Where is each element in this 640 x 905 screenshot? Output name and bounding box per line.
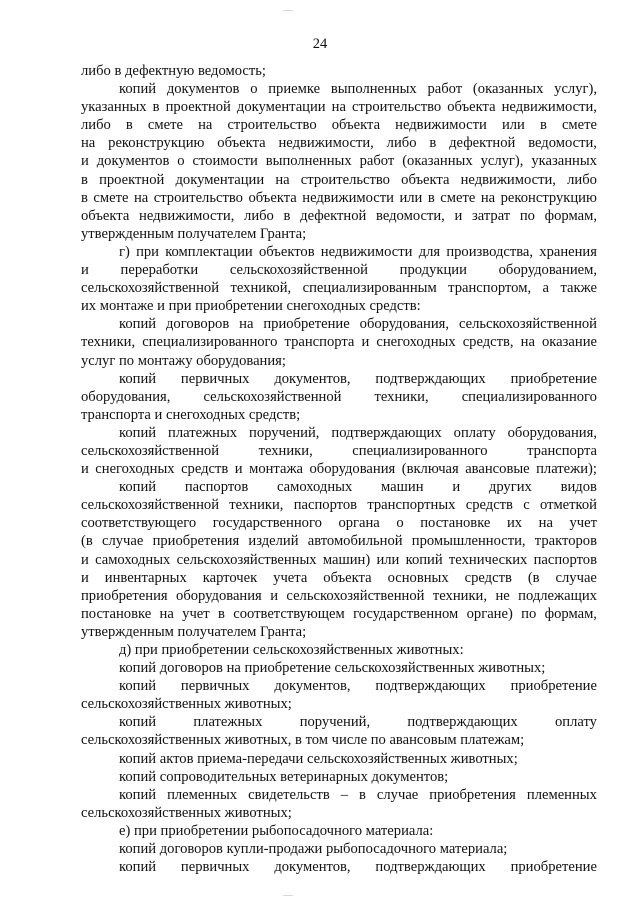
word: на xyxy=(81,135,96,152)
word: приобретение xyxy=(510,678,597,695)
word: оборудования xyxy=(309,461,396,478)
word: на xyxy=(159,605,174,622)
word: паспортов xyxy=(184,479,249,496)
word: оплату xyxy=(554,714,597,731)
word: г) xyxy=(119,243,130,260)
word: недвижимости xyxy=(395,117,487,134)
text-line: утвержденным получателем Гранта; xyxy=(81,623,307,640)
word: на xyxy=(275,171,290,188)
word: средств, xyxy=(462,334,514,351)
word: органе) xyxy=(466,605,513,622)
scan-mark-top xyxy=(283,10,293,11)
word: производства, xyxy=(446,243,534,260)
word: платежи); xyxy=(536,461,597,478)
word: изделий xyxy=(248,533,299,550)
word: оборудования, xyxy=(81,388,171,405)
text-line xyxy=(81,134,597,152)
word: в xyxy=(125,117,133,134)
word: органа xyxy=(338,515,380,532)
text-line xyxy=(81,279,597,297)
word: недвижимости, xyxy=(501,99,597,116)
word: объекта xyxy=(331,117,381,134)
word: либо xyxy=(567,171,597,188)
text-line: сельскохозяйственных животных; xyxy=(81,804,292,821)
text-line xyxy=(81,569,597,587)
word: по xyxy=(521,605,537,622)
word: постановке xyxy=(81,605,152,622)
text-line: д) при приобретении сельскохозяйственных животных: xyxy=(119,642,464,658)
word: ведомости, xyxy=(376,207,445,224)
word: объекта xyxy=(217,135,266,152)
word: копий xyxy=(405,551,443,568)
word: оборудования, xyxy=(359,316,450,333)
word: объекта xyxy=(447,99,496,116)
word: объекта xyxy=(323,569,372,586)
word: сельскохозяйственных xyxy=(176,551,317,568)
word: приобретения xyxy=(81,587,168,604)
word: отметкой xyxy=(539,497,597,514)
text-line xyxy=(81,315,597,333)
word: случае xyxy=(555,569,597,586)
word: их xyxy=(506,515,523,532)
word: строительство xyxy=(227,117,317,134)
word: о xyxy=(177,153,185,170)
word: на xyxy=(239,316,254,333)
word: подтверждающих xyxy=(375,370,486,387)
word: специализированным xyxy=(302,280,437,297)
scan-mark-bottom xyxy=(283,895,293,896)
text-line: услуг по монтажу оборудования; xyxy=(81,352,286,369)
word: приобретение xyxy=(263,316,350,333)
word: племенных xyxy=(167,786,238,803)
text-line xyxy=(81,478,597,496)
word: реконструкцию xyxy=(500,189,597,206)
word: сельскохозяйственной xyxy=(81,442,220,459)
word: комплектации xyxy=(165,243,253,260)
word: объекта xyxy=(248,189,297,206)
word: сельскохозяйственной xyxy=(458,316,597,333)
word: приемке xyxy=(268,81,321,98)
word: с xyxy=(523,497,530,514)
word: или xyxy=(376,551,400,568)
text-line: их монтаже и при приобретении снегоходных средств: xyxy=(81,298,421,315)
word: копий xyxy=(119,81,157,98)
word: копий xyxy=(119,479,157,496)
word: недвижимости xyxy=(302,189,394,206)
word: при xyxy=(136,243,159,260)
word: строительство xyxy=(300,171,390,188)
word: техники, xyxy=(258,442,313,459)
word: и xyxy=(270,587,278,604)
word: недвижимости, xyxy=(139,207,235,224)
word: строительство xyxy=(352,99,442,116)
word: карточек xyxy=(202,569,258,586)
word: машин xyxy=(381,479,424,496)
word: либо xyxy=(386,135,417,152)
word: сельскохозяйственной xyxy=(286,587,425,604)
text-line xyxy=(81,587,597,605)
word: на xyxy=(331,99,346,116)
word: документов, xyxy=(274,370,351,387)
text-line: сельскохозяйственных животных; xyxy=(81,696,292,713)
word: приобретение xyxy=(510,859,597,876)
word: видов xyxy=(560,479,597,496)
word: соответствующего xyxy=(81,515,197,532)
text-line xyxy=(81,152,597,170)
word: авансовые xyxy=(465,461,530,478)
word: техники, xyxy=(81,334,136,351)
word: приобретения xyxy=(152,533,240,550)
word: учет xyxy=(569,515,597,532)
word: самоходных xyxy=(277,479,353,496)
word: машин) xyxy=(322,551,371,568)
word: о xyxy=(396,515,404,532)
word: строительство xyxy=(153,189,243,206)
word: смете xyxy=(440,189,476,206)
word: и xyxy=(81,461,89,478)
word: а xyxy=(542,280,550,297)
word: снегоходных xyxy=(95,461,175,478)
word: затрат xyxy=(471,207,511,224)
text-line: копий договоров на приобретение сельскохозяйственных животных; xyxy=(119,660,546,677)
word: сельскохозяйственной xyxy=(203,388,342,405)
word: работ xyxy=(359,153,395,170)
word: переработки xyxy=(120,262,199,279)
word: племенных xyxy=(526,786,597,803)
document-body xyxy=(81,62,597,876)
word: техники, xyxy=(432,587,488,604)
word: техники, xyxy=(374,388,429,405)
word: первичных xyxy=(180,370,250,387)
word: специализированного xyxy=(461,388,597,405)
word: недвижимости xyxy=(320,243,413,260)
word: первичных xyxy=(180,678,250,695)
word: техникой, xyxy=(230,280,292,297)
text-line xyxy=(81,786,597,804)
word: в xyxy=(359,786,366,803)
word: в xyxy=(81,189,88,206)
word: либо xyxy=(244,207,274,224)
word: документов, xyxy=(274,859,351,876)
text-line xyxy=(81,171,597,189)
word: платежных xyxy=(168,424,238,441)
word: автомобильной xyxy=(307,533,403,550)
word: копий xyxy=(119,714,157,731)
word: приобретение xyxy=(510,370,597,387)
word: государственного xyxy=(212,515,322,532)
word: и xyxy=(234,461,243,478)
word: приобретения xyxy=(429,786,516,803)
word: свидетельств xyxy=(248,786,330,803)
word: (оказанных xyxy=(472,81,544,98)
word: объектов xyxy=(258,243,315,260)
word: указанных xyxy=(531,153,597,170)
word: соответствующем xyxy=(233,605,345,622)
word: продукции xyxy=(399,262,467,279)
text-line xyxy=(81,261,597,279)
text-line: сельскохозяйственных животных, в том числе по авансовым платежам; xyxy=(81,732,525,749)
word: транспортных xyxy=(367,497,456,514)
word: специализированного xyxy=(352,442,488,459)
word: хранения xyxy=(539,243,597,260)
word: самоходных xyxy=(95,551,171,568)
word: и xyxy=(81,153,89,170)
word: недвижимости, xyxy=(278,135,374,152)
text-line xyxy=(81,424,597,442)
word: в xyxy=(81,171,88,188)
word: подтверждающих xyxy=(375,859,486,876)
word: паспортов xyxy=(293,497,358,514)
word: инвентарных xyxy=(104,569,187,586)
word: других xyxy=(488,479,532,496)
word: стоимости xyxy=(192,153,258,170)
word: копий xyxy=(119,316,157,333)
word: не xyxy=(495,587,510,604)
word: и xyxy=(454,207,463,224)
text-line xyxy=(81,442,597,460)
word: в xyxy=(427,189,435,206)
word: подлежащих xyxy=(518,587,597,604)
word: копий xyxy=(119,678,157,695)
word: государственном xyxy=(353,605,459,622)
word: поручений, xyxy=(249,424,320,441)
word: транспортом, xyxy=(448,280,532,297)
word: дефектной xyxy=(449,135,516,152)
word: для xyxy=(418,243,441,260)
text-line: копий сопроводительных ветеринарных документов; xyxy=(119,768,449,785)
text-line xyxy=(81,496,597,514)
text-line xyxy=(81,116,597,134)
word: формам, xyxy=(544,605,597,622)
word: в xyxy=(429,135,437,152)
word: услуг), xyxy=(480,153,524,170)
word: сельскохозяйственной xyxy=(229,262,368,279)
text-line: копий договоров купли-продажи рыбопосадочного материала; xyxy=(119,841,508,858)
text-line xyxy=(81,858,597,876)
word: (включая xyxy=(401,461,459,478)
word: случае xyxy=(376,786,419,803)
word: на xyxy=(198,117,213,134)
word: и xyxy=(81,551,89,568)
word: о xyxy=(250,81,258,98)
word: подтверждающих xyxy=(331,424,442,441)
word: проектной xyxy=(165,99,231,116)
word: копий xyxy=(119,424,157,441)
word: копий xyxy=(119,859,157,876)
word: и xyxy=(452,479,461,496)
word: тракторов xyxy=(534,533,597,550)
word: в xyxy=(218,605,225,622)
word: формам, xyxy=(544,207,597,224)
word: объекта xyxy=(401,171,450,188)
word: проектной xyxy=(99,171,165,188)
word: снегоходных xyxy=(376,334,456,351)
word: также xyxy=(560,280,597,297)
word: (в xyxy=(527,569,540,586)
word: учет xyxy=(182,605,210,622)
word: (оказанных xyxy=(402,153,473,170)
word: на xyxy=(520,334,535,351)
text-line xyxy=(81,243,597,261)
word: и xyxy=(81,569,89,586)
text-line xyxy=(81,80,597,98)
word: договоров xyxy=(166,316,230,333)
text-line xyxy=(81,713,597,731)
word: документов, xyxy=(274,678,351,695)
word: выполненных xyxy=(330,81,417,98)
word: первичных xyxy=(180,859,250,876)
word: копий xyxy=(119,786,157,803)
word: средств xyxy=(465,497,513,514)
word: оборудования xyxy=(176,587,262,604)
text-line xyxy=(81,551,597,569)
text-line xyxy=(81,207,597,225)
word: копий xyxy=(119,370,157,387)
word: сельскохозяйственной xyxy=(81,280,220,297)
word: подтверждающих xyxy=(375,678,486,695)
word: выполненных xyxy=(265,153,352,170)
word: случае xyxy=(101,533,144,550)
word: и xyxy=(81,262,89,279)
text-line: транспорта и снегоходных средств; xyxy=(81,406,301,423)
word: документации xyxy=(175,171,265,188)
word: оплату xyxy=(453,424,496,441)
word: средств xyxy=(464,569,512,586)
word: документов xyxy=(96,153,170,170)
word: – xyxy=(340,786,349,803)
word: на xyxy=(480,189,496,206)
text-line xyxy=(81,532,597,550)
word: или xyxy=(501,117,525,134)
text-line: копий актов приема-передачи сельскохозяйственных животных; xyxy=(119,750,518,767)
word: на xyxy=(133,189,149,206)
word: поручений, xyxy=(299,714,371,731)
text-line: утвержденным получателем Гранта; xyxy=(81,225,307,242)
text-line: е) при приобретении рыбопосадочного материала: xyxy=(119,822,434,839)
word: транспорта xyxy=(284,334,355,351)
word: либо xyxy=(81,117,111,134)
word: средств xyxy=(181,461,229,478)
text-line xyxy=(81,460,597,478)
word: на xyxy=(538,515,553,532)
word: реконструкцию xyxy=(108,135,205,152)
word: сельскохозяйственной xyxy=(81,497,220,514)
word: платежных xyxy=(193,714,263,731)
word: документации xyxy=(236,99,326,116)
word: или xyxy=(399,189,423,206)
text-line xyxy=(81,189,597,207)
word: в xyxy=(283,207,291,224)
word: основных xyxy=(387,569,449,586)
text-line xyxy=(81,333,597,351)
text-line xyxy=(81,677,597,695)
word: недвижимости, xyxy=(460,171,556,188)
word: и xyxy=(361,334,370,351)
word: дефектной xyxy=(300,207,367,224)
word: документов xyxy=(166,81,240,98)
word: оборудованием, xyxy=(498,262,597,279)
word: в xyxy=(539,117,547,134)
word: подтверждающих xyxy=(407,714,518,731)
page-number: 24 xyxy=(312,36,328,52)
word: смете xyxy=(561,117,597,134)
word: услуг), xyxy=(554,81,597,98)
word: ведомости, xyxy=(528,135,597,152)
text-line xyxy=(81,605,597,623)
text-line xyxy=(81,514,597,532)
word: монтажа xyxy=(249,461,304,478)
word: промышленности, xyxy=(411,533,526,550)
word: объекта xyxy=(81,207,130,224)
word: в xyxy=(152,99,160,116)
word: (в xyxy=(81,533,93,550)
word: постановке xyxy=(420,515,491,532)
word: технических xyxy=(448,551,528,568)
word: техники, xyxy=(229,497,284,514)
word: указанных xyxy=(81,99,147,116)
word: паспортов xyxy=(533,551,597,568)
text-line xyxy=(81,388,597,406)
word: по xyxy=(519,207,535,224)
word: смете xyxy=(147,117,183,134)
text-line: либо в дефектную ведомость; xyxy=(81,63,266,79)
word: транспорта xyxy=(527,442,597,459)
word: работ xyxy=(427,81,463,98)
word: учета xyxy=(273,569,308,586)
word: оборудования, xyxy=(507,424,597,441)
word: специализированного xyxy=(142,334,278,351)
word: оказание xyxy=(542,334,597,351)
text-line xyxy=(81,98,597,116)
text-line xyxy=(81,370,597,388)
word: смете xyxy=(93,189,129,206)
